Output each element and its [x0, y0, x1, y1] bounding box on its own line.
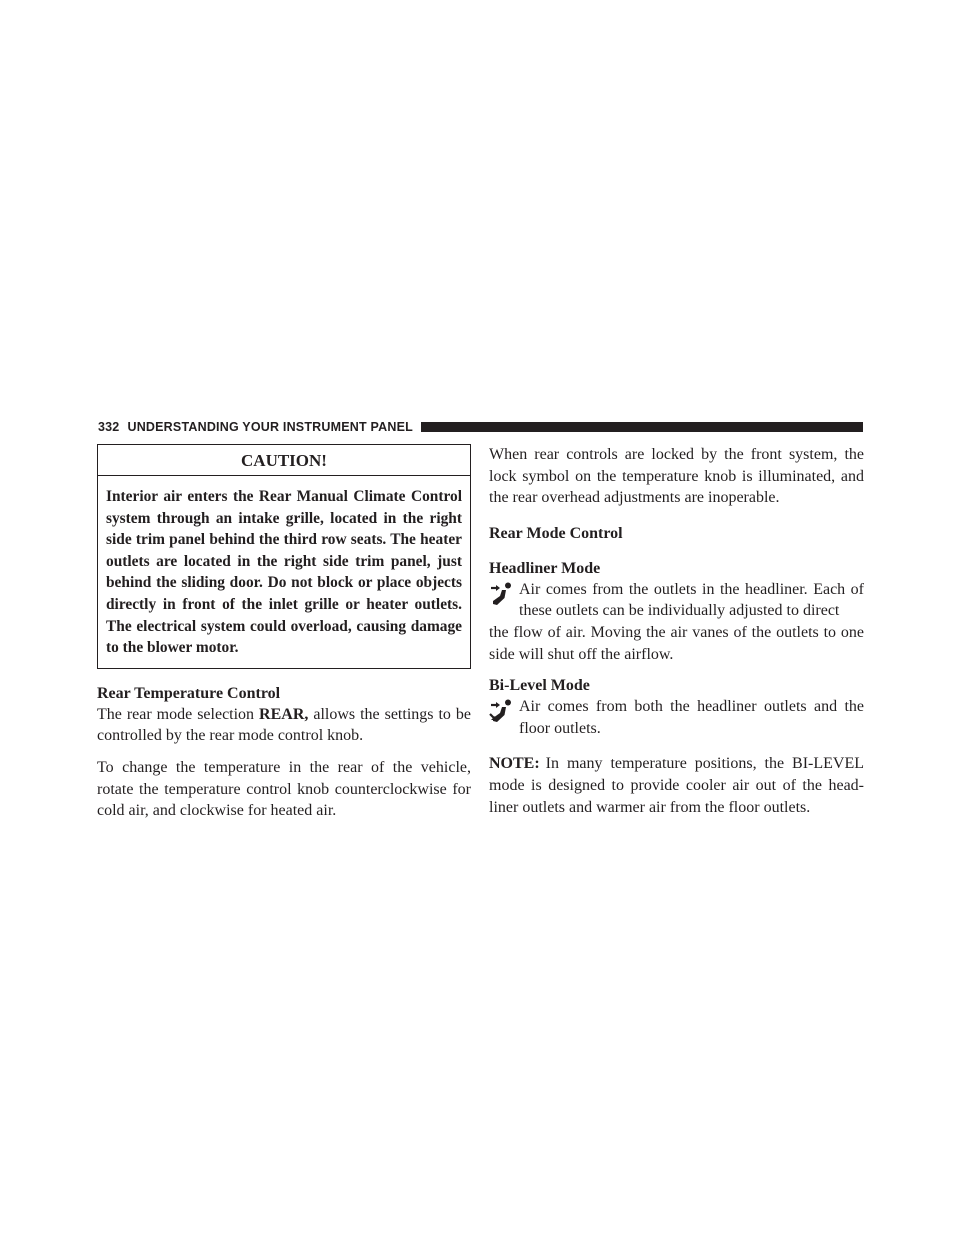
bilevel-mode-heading: Bi-Level Mode: [489, 677, 590, 695]
note-label: NOTE:: [489, 755, 540, 773]
rear-temperature-paragraph: The rear mode selection REAR, allows the settings to be controlled by the rear mode control knob.: [97, 705, 471, 745]
bilevel-mode-block: [489, 696, 864, 739]
headliner-text-indented: Air comes from the outlets in the headliner. Each of these outlets can be individually adjusted to direct: [519, 580, 864, 620]
page-header: [98, 418, 863, 436]
headliner-mode-block: [489, 579, 864, 622]
header-rule: [421, 422, 863, 432]
note-paragraph: [489, 753, 864, 818]
caution-box: [97, 444, 471, 669]
page-number: 332: [98, 420, 120, 434]
section-title: UNDERSTANDING YOUR INSTRUMENT PANEL: [127, 420, 413, 434]
bilevel-text: Air comes from both the headliner outlets and the floor outlets.: [519, 698, 864, 737]
headliner-text-rest: the flow of air. Moving the air vanes of the outlets to one side will shut off the airflow.: [489, 623, 864, 663]
rear-temperature-heading: Rear Temperature Control: [97, 684, 281, 702]
left-column: [97, 444, 471, 822]
headliner-mode-icon: [489, 582, 515, 608]
headliner-mode-heading: Headliner Mode: [489, 559, 601, 577]
bilevel-mode-icon: [489, 699, 515, 725]
right-column: [489, 444, 864, 818]
caution-text: Interior air enters the Rear Manual Climate Control system through an intake grille, located in the right side trim panel behind the third row seats. The heater outlets are located in the right side trim panel, just behind the sliding door. Do not block or place objects directly in front of the inlet grille or heater outlets. The electrical system could overload, causing damage to the blower motor.: [106, 488, 462, 657]
rear-mode-heading: Rear Mode Control: [489, 524, 623, 542]
note-text: In many temperature positions, the BI-LEVEL mode is designed to provide cooler air out of the head-liner outlets and warmer air from the floor outlets.: [489, 755, 864, 816]
caution-title: CAUTION!: [98, 447, 470, 476]
temperature-change-paragraph: To change the temperature in the rear of the vehicle, rotate the temperature control knob counterclockwise for cold air, and clockwise for heated air.: [97, 758, 471, 820]
locked-controls-paragraph: When rear controls are locked by the front system, the lock symbol on the temperature knob is illuminated, and the rear overhead adjustments are inoperable.: [489, 446, 864, 507]
